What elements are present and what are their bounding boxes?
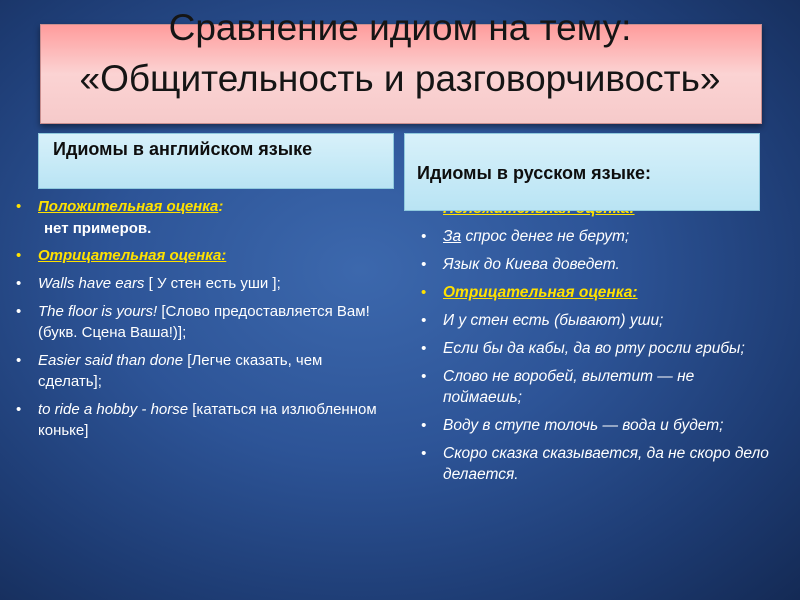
- idiom-text: Если бы да кабы, да во рту росли грибы;: [443, 340, 745, 357]
- idiom-text: Скоро сказка сказывается, да не скоро дело делается.: [443, 445, 769, 483]
- english-idioms-list: [16, 196, 386, 448]
- bullet-icon: •: [421, 284, 427, 301]
- negative-rating-label: Отрицательная оценка:: [38, 247, 227, 264]
- idiom-text: И у стен есть (бывают) уши;: [443, 312, 664, 329]
- bullet-icon: •: [16, 247, 22, 264]
- list-item: [16, 399, 386, 441]
- list-item: [16, 301, 386, 343]
- english-idiom: to ride a hobby - horse: [38, 401, 189, 418]
- idiom-translation: [Легче сказать, чем сделать];: [38, 352, 323, 390]
- russian-idioms-header: [404, 133, 760, 211]
- english-idiom: The floor is yours!: [38, 303, 158, 320]
- russian-header-label: Идиомы в русском языке:: [417, 163, 651, 183]
- list-item: [421, 366, 776, 408]
- idiom-translation: [Слово предоставляется Вам! (букв. Сцена Ваша!)];: [38, 303, 370, 341]
- bullet-icon: •: [16, 275, 22, 292]
- slide-title: Сравнение идиом на тему: «Общительность и разговорчивость»: [79, 7, 721, 99]
- bullet-icon: •: [16, 303, 22, 320]
- positive-note: нет примеров.: [44, 220, 152, 237]
- idiom-text: спрос денег не берут;: [461, 228, 630, 245]
- bullet-icon: •: [421, 445, 427, 462]
- english-idioms-header: [38, 133, 394, 189]
- idiom-text: Слово не воробей, вылетит — не поймаешь;: [443, 368, 695, 406]
- list-item: [16, 273, 386, 294]
- underlined-word: За: [443, 228, 462, 245]
- bullet-icon: •: [421, 256, 427, 273]
- list-item: [421, 310, 776, 331]
- bullet-icon: •: [421, 228, 427, 245]
- bullet-icon: •: [421, 312, 427, 329]
- list-item: [16, 245, 386, 266]
- bullet-icon: •: [421, 368, 427, 385]
- bullet-icon: •: [16, 352, 22, 369]
- negative-rating-label: Отрицательная оценка:: [443, 284, 638, 301]
- english-header-label: Идиомы в английском языке: [53, 139, 313, 159]
- idiom-translation: [кататься на излюбленном коньке]: [38, 401, 377, 439]
- bullet-icon: •: [16, 401, 22, 418]
- list-item: [421, 338, 776, 359]
- bullet-icon: •: [16, 198, 22, 215]
- positive-rating-colon: :: [218, 198, 224, 215]
- list-item: [421, 282, 776, 303]
- english-idiom: Walls have ears: [38, 275, 145, 292]
- idiom-translation: [ У стен есть уши ];: [144, 275, 281, 292]
- bullet-icon: •: [421, 417, 427, 434]
- positive-rating-label: Положительная оценка: [38, 198, 219, 215]
- list-item: [421, 226, 776, 247]
- list-item: [421, 254, 776, 275]
- list-item: [16, 196, 386, 217]
- russian-idioms-list: [421, 198, 776, 492]
- idiom-text: Язык до Киева доведет.: [443, 256, 620, 273]
- list-item: [421, 415, 776, 436]
- bullet-icon: •: [421, 340, 427, 357]
- list-item: [421, 443, 776, 485]
- idiom-text: Воду в ступе толочь — вода и будет;: [443, 417, 724, 434]
- list-item: [16, 350, 386, 392]
- english-idiom: Easier said than done: [38, 352, 184, 369]
